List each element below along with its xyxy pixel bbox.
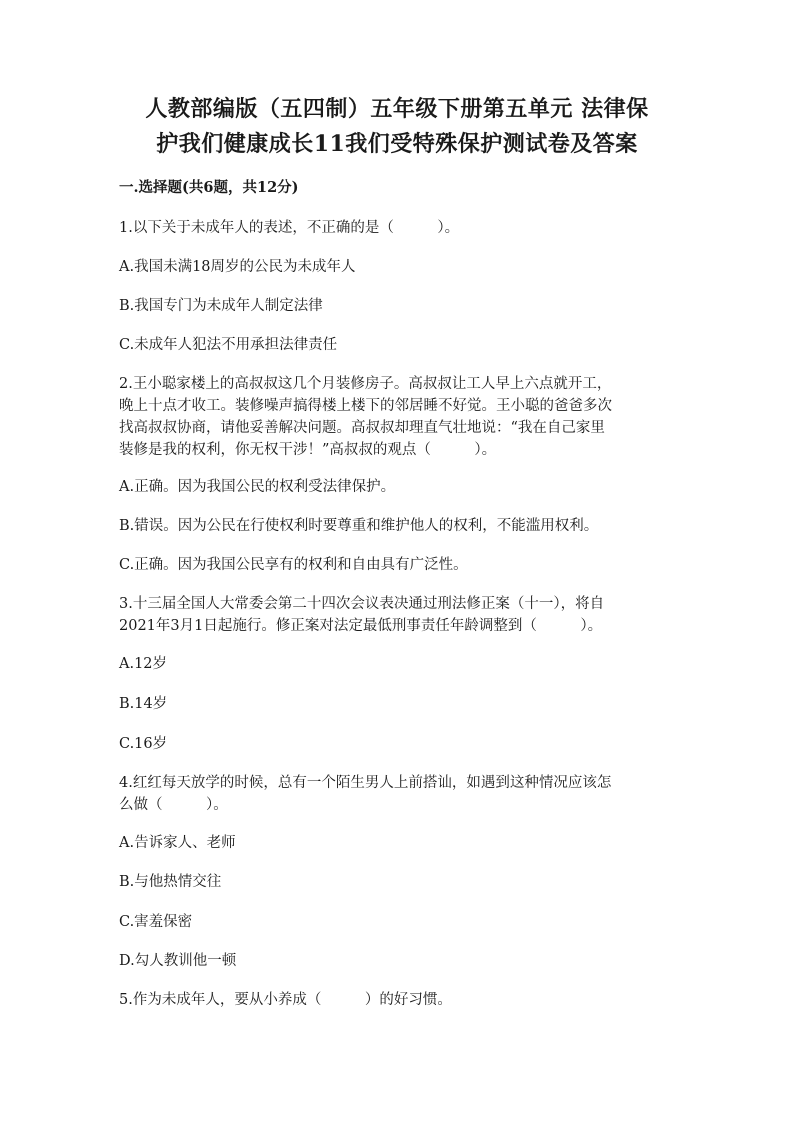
title-line-2: 护我们健康成长11我们受特殊保护测试卷及答案	[156, 131, 638, 157]
question-1-stem: 1.以下关于未成年人的表述，不正确的是（ ）。	[119, 220, 460, 236]
section-heading: 一.选择题(共6题，共12分)	[119, 179, 299, 196]
question-4-option-b: B.与他热情交往	[119, 874, 222, 890]
document-title	[100, 92, 694, 162]
question-1-option-a: A.我国未满18周岁的公民为未成年人	[119, 259, 356, 275]
question-4-option-a: A.告诉家人、老师	[119, 835, 236, 851]
question-3-option-c: C.16岁	[119, 736, 168, 752]
question-4-option-d: D.勾人教训他一顿	[119, 953, 237, 969]
question-2-stem-line-2: 晚上十点才收工。装修噪声搞得楼上楼下的邻居睡不好觉。王小聪的爸爸多次	[119, 398, 612, 414]
question-4-stem-line-1: 4.红红每天放学的时候，总有一个陌生男人上前搭讪，如遇到这种情况应该怎	[119, 775, 612, 791]
question-5-stem: 5.作为未成年人，要从小养成（ ）的好习惯。	[119, 992, 452, 1008]
question-2-option-c: C.正确。因为我国公民享有的权利和自由具有广泛性。	[119, 557, 468, 573]
title-line-1: 人教部编版（五四制）五年级下册第五单元 法律保	[145, 96, 649, 122]
question-3-option-a: A.12岁	[119, 656, 168, 672]
question-4-option-c: C.害羞保密	[119, 914, 193, 930]
question-3-stem-line-1: 3.十三届全国人大常委会第二十四次会议表决通过刑法修正案（十一），将自	[119, 596, 605, 612]
question-4-stem-line-2: 么做（ ）。	[119, 797, 228, 813]
question-2-stem-line-1: 2.王小聪家楼上的高叔叔这几个月装修房子。高叔叔让工人早上六点就开工，	[119, 376, 612, 392]
question-2-stem-line-3: 找高叔叔协商，请他妥善解决问题。高叔叔却理直气壮地说：“我在自己家里	[119, 420, 605, 436]
question-3-stem-line-2: 2021年3月1日起施行。修正案对法定最低刑事责任年龄调整到（ ）。	[119, 618, 603, 634]
question-2-option-b: B.错误。因为公民在行使权利时要尊重和维护他人的权利，不能滥用权利。	[119, 518, 599, 534]
question-2-option-a: A.正确。因为我国公民的权利受法律保护。	[119, 479, 396, 495]
question-2-stem-line-4: 装修是我的权利，你无权干涉！”高叔叔的观点（ ）。	[119, 442, 497, 458]
question-3-option-b: B.14岁	[119, 696, 168, 712]
question-1-option-c: C.未成年人犯法不用承担法律责任	[119, 337, 338, 353]
question-1-option-b: B.我国专门为未成年人制定法律	[119, 298, 323, 314]
